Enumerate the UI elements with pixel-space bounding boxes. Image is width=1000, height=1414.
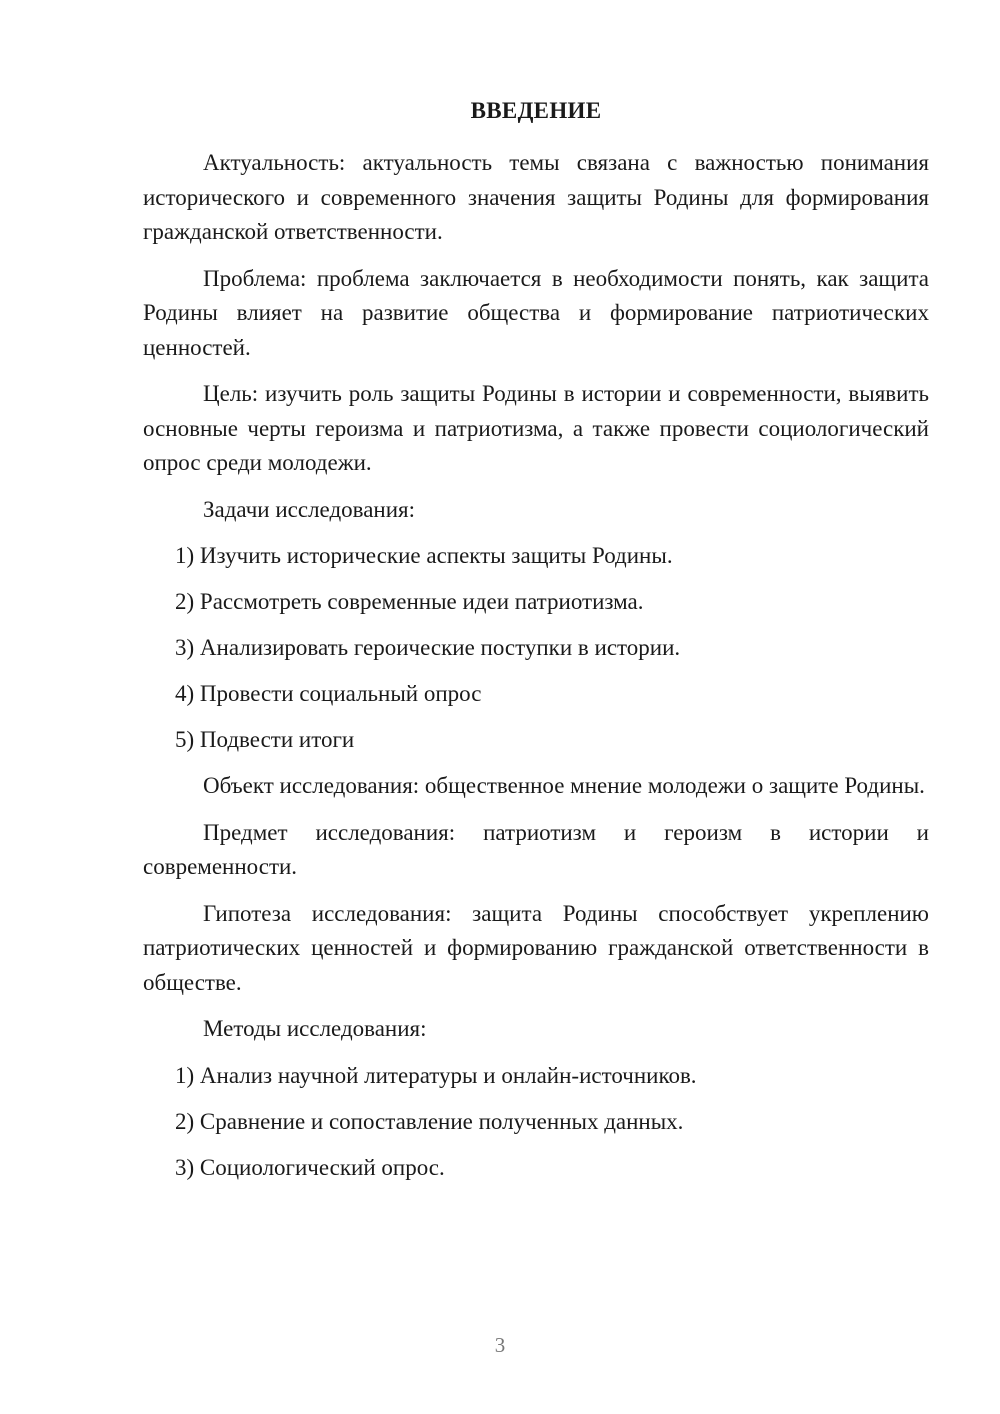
paragraph-relevance: Актуальность: актуальность темы связана с важностью понимания исторического и современного значения защиты Родины для формирования гражданской ответственности. <box>143 150 929 244</box>
methods-heading: Методы исследования: <box>203 1016 427 1041</box>
list-item: 1) Анализ научной литературы и онлайн-источников. <box>175 1062 697 1088</box>
list-item: 3) Социологический опрос. <box>175 1154 445 1180</box>
section-title: ВВЕДЕНИЕ <box>470 98 602 123</box>
list-item: 3) Анализировать героические поступки в истории. <box>175 635 681 660</box>
list-item: 4) Провести социальный опрос <box>175 681 482 706</box>
list-item: 1) Изучить исторические аспекты защиты Родины. <box>175 543 673 568</box>
list-item: 2) Рассмотреть современные идеи патриотизма. <box>175 589 644 614</box>
paragraph-goal: Цель: изучить роль защиты Родины в истории и современности, выявить основные черты героизма и патриотизма, а также провести социологический опрос среди молодежи. <box>143 381 929 475</box>
paragraph-problem: Проблема: проблема заключается в необходимости понять, как защита Родины влияет на развитие общества и формирование патриотических ценностей. <box>143 265 929 360</box>
paragraph-object: Объект исследования: общественное мнение молодежи о защите Родины. <box>203 773 925 798</box>
list-item: 5) Подвести итоги <box>175 727 355 752</box>
list-item: 2) Сравнение и сопоставление полученных данных. <box>175 1108 684 1134</box>
document-page <box>143 96 929 1197</box>
paragraph-hypothesis: Гипотеза исследования: защита Родины способствует укреплению патриотических ценностей и формированию гражданской ответственности в обществе. <box>143 900 929 995</box>
tasks-heading: Задачи исследования: <box>203 496 416 522</box>
methods-list <box>143 1059 929 1186</box>
paragraph-subject: Предмет исследования: патриотизм и героизм в истории и современности. <box>143 819 929 879</box>
tasks-list <box>143 539 929 758</box>
page-number: 3 <box>494 1333 506 1357</box>
